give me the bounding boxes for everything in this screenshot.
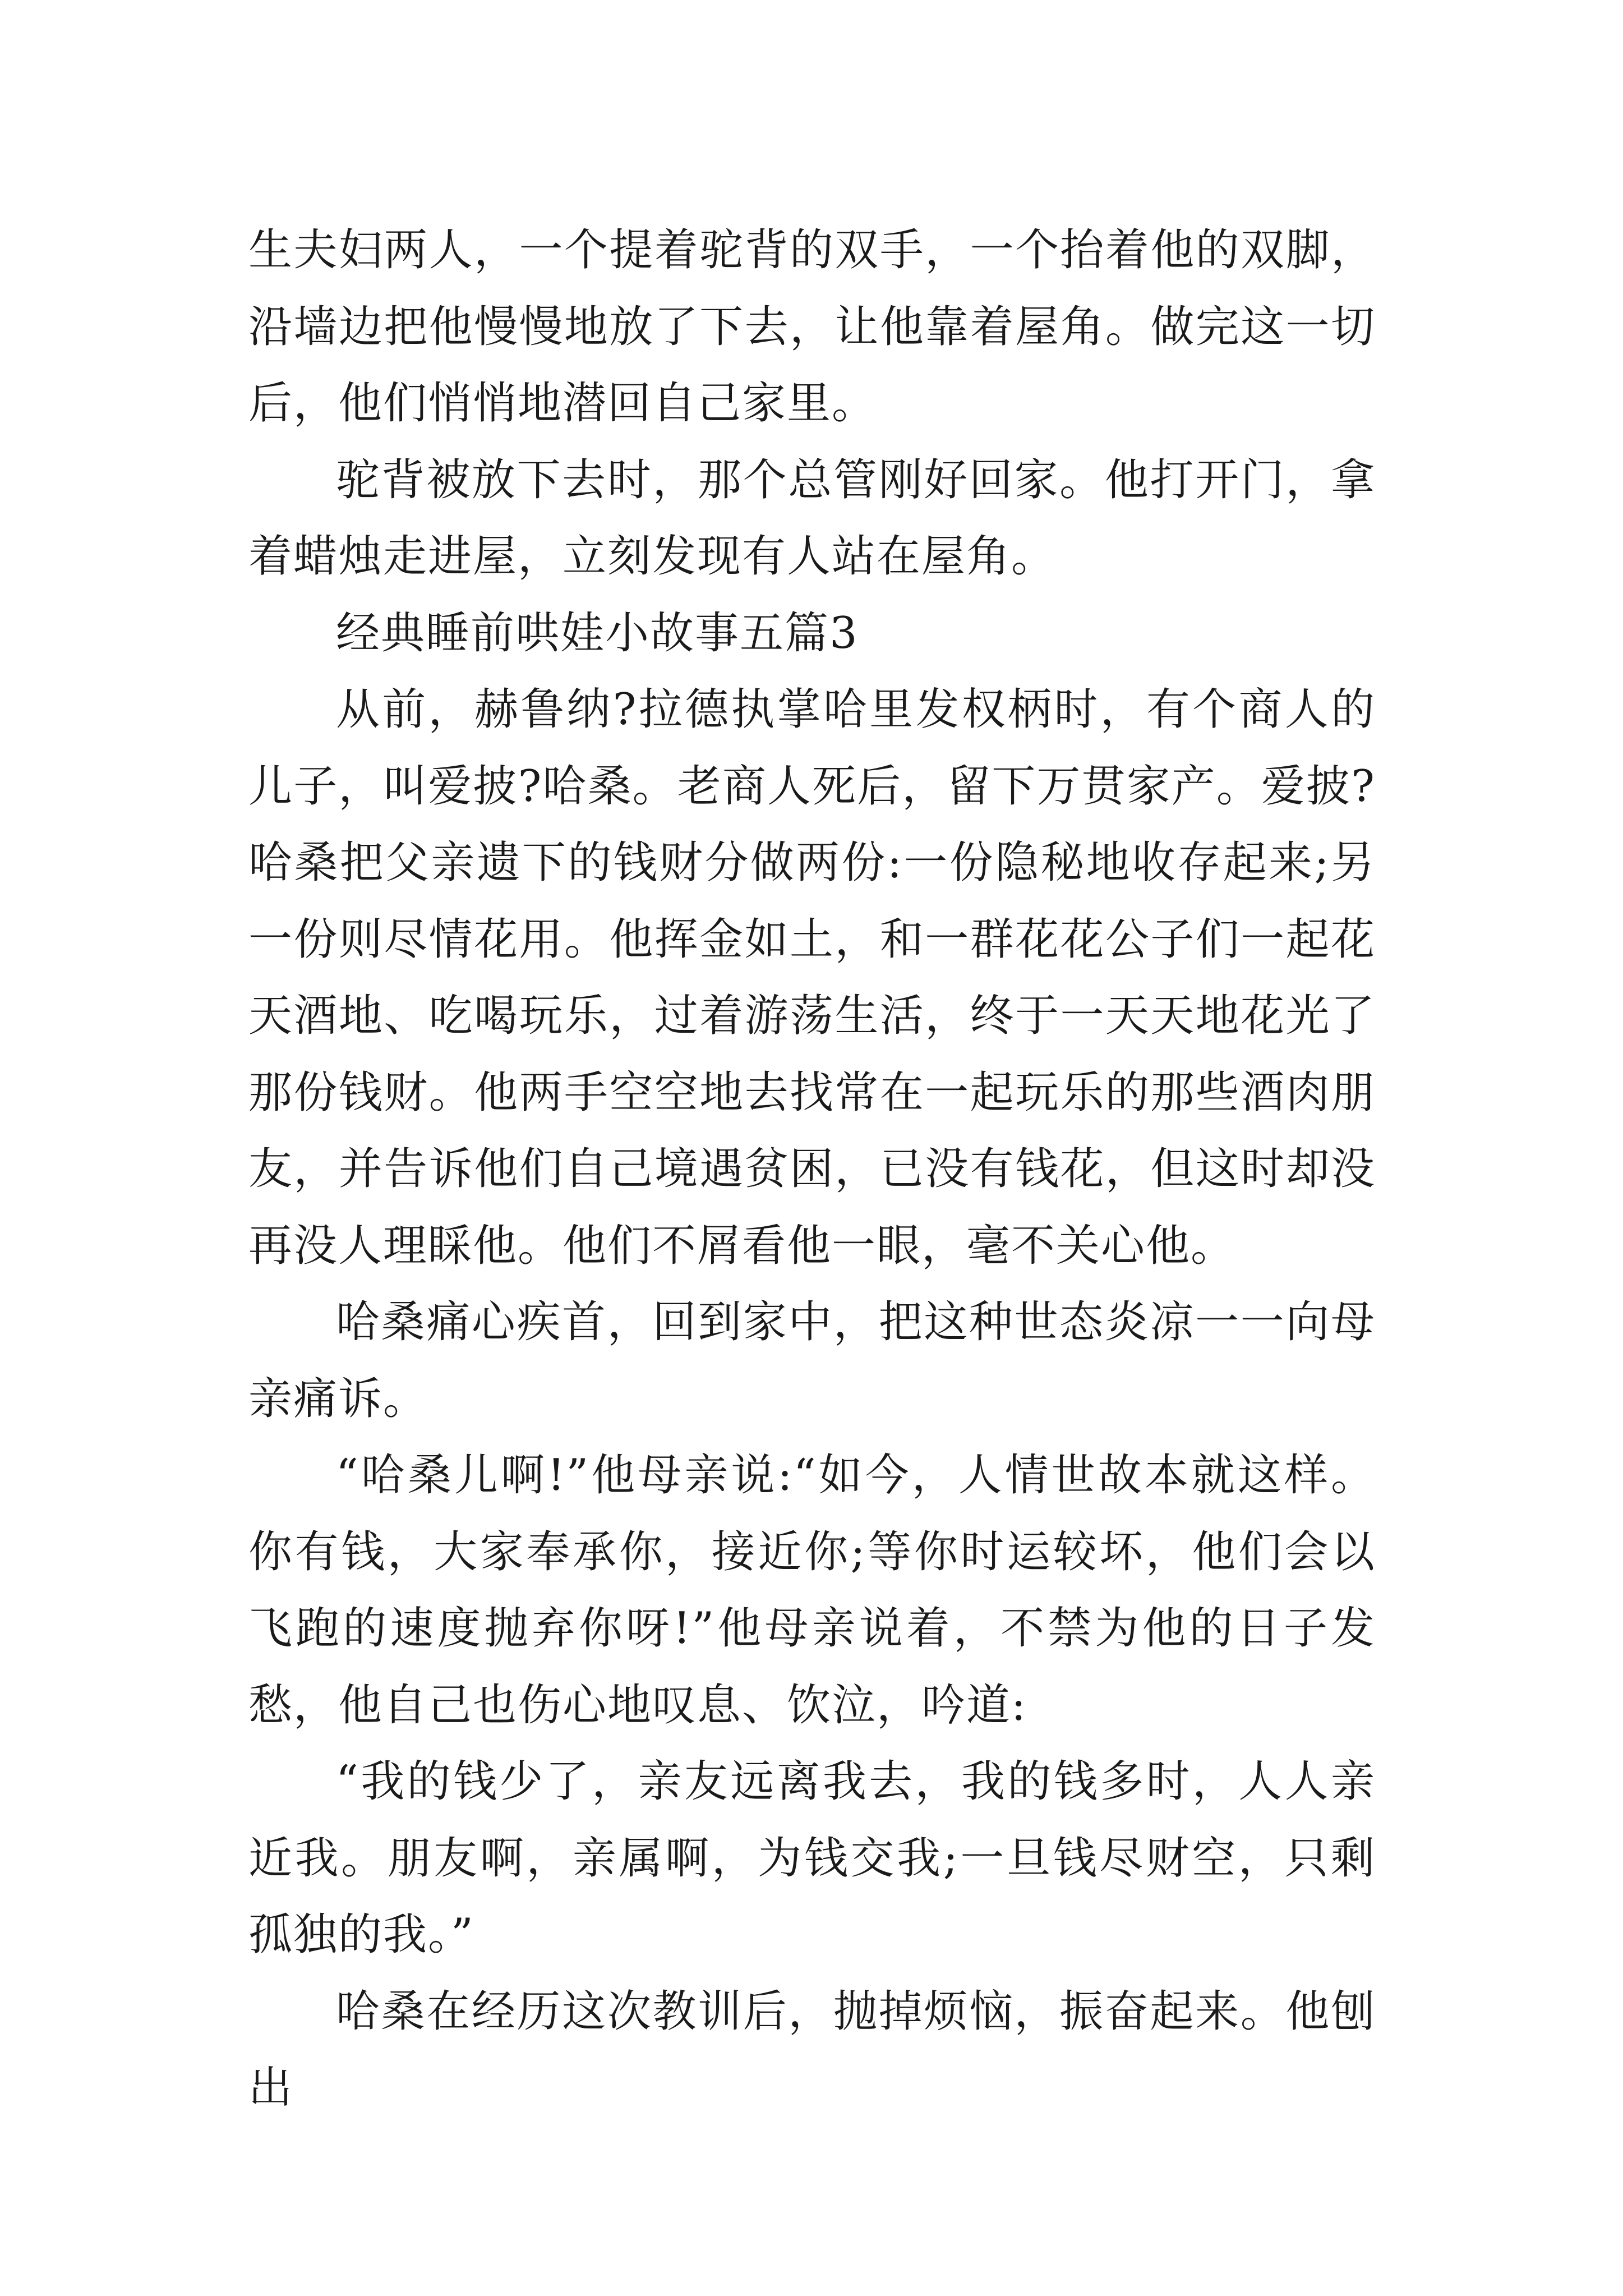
paragraph: 生夫妇两人，一个提着驼背的双手，一个抬着他的双脚，沿墙边把他慢慢地放了下去，让他靠着屋角。做完这一切后，他们悄悄地潜回自己家里。 — [248, 225, 1376, 429]
section-heading: 经典睡前哄娃小故事五篇3 — [336, 608, 859, 659]
paragraph: 哈桑痛心疾首，回到家中，把这种世态炎凉一一向母亲痛诉。 — [248, 1297, 1376, 1424]
paragraph: 哈桑在经历这次教训后，抛掉烦恼，振奋起来。他刨出 — [248, 1986, 1376, 2113]
document-body — [248, 212, 1376, 2127]
paragraph: “我的钱少了，亲友远离我去，我的钱多时，人人亲近我。朋友啊，亲属啊，为钱交我;一旦钱尽财空，只剩孤独的我。” — [248, 1756, 1376, 1960]
paragraph: 从前，赫鲁纳?拉德执掌哈里发权柄时，有个商人的儿子，叫爱披?哈桑。老商人死后，留下万贯家产。爱披?哈桑把父亲遗下的钱财分做两份:一份隐秘地收存起来;另一份则尽情花用。他挥金如土，和一群花花公子们一起花天酒地、吃喝玩乐，过着游荡生活，终于一天天地花光了那份钱财。他两手空空地去找常在一起玩乐的那些酒肉朋友，并告诉他们自己境遇贫困，已没有钱花，但这时却没再没人理睬他。他们不屑看他一眼，毫不关心他。 — [248, 684, 1376, 1271]
paragraph: “哈桑儿啊!”他母亲说:“如今，人情世故本就这样。你有钱，大家奉承你，接近你;等你时运较坏，他们会以飞跑的速度抛弃你呀!”他母亲说着，不禁为他的日子发愁，他自己也伤心地叹息、饮泣，吟道: — [248, 1450, 1376, 1731]
paragraph: 驼背被放下去时，那个总管刚好回家。他打开门，拿着蜡烛走进屋，立刻发现有人站在屋角。 — [248, 454, 1376, 582]
